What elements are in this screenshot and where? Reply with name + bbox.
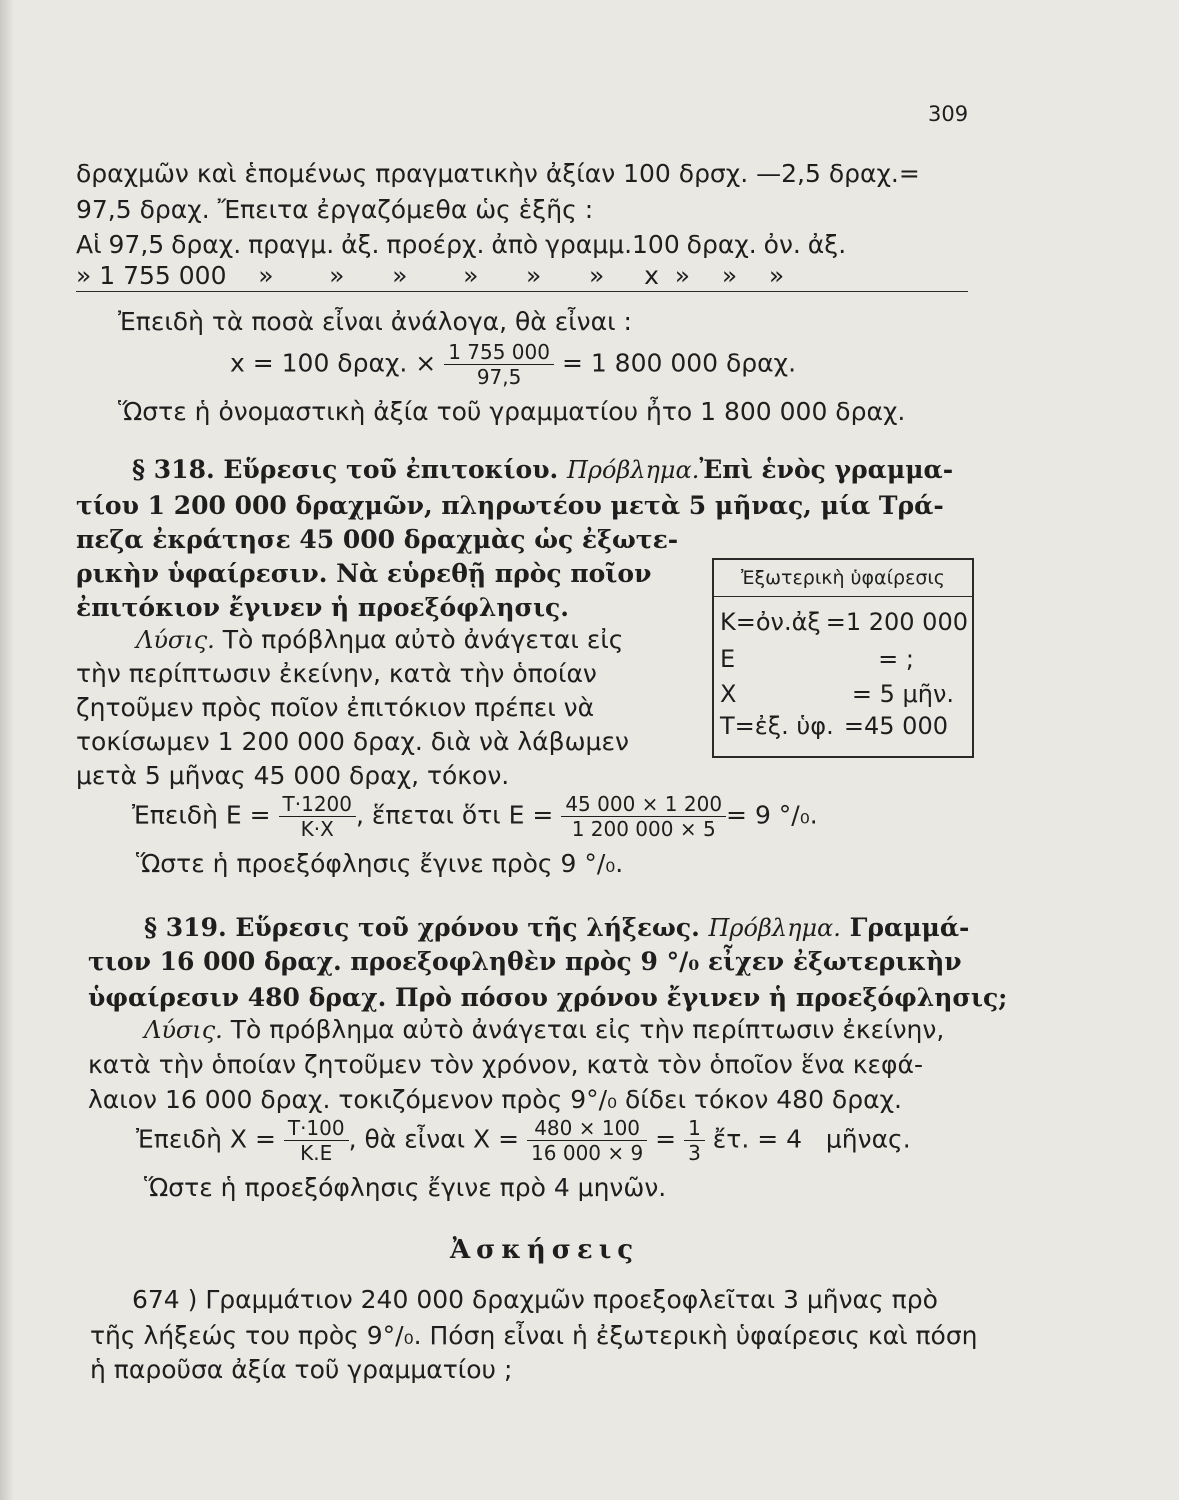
s318-eq-rhs: = 9 °/₀. <box>726 800 818 830</box>
s318-sol-line-3: ζητοῦμεν πρὸς ποῖον ἐπιτόκιον πρέπει νὰ <box>76 693 595 722</box>
box-row-label-x: X <box>720 680 737 708</box>
s319-line-1 <box>144 910 969 946</box>
s318-sol-line-4: τοκίσωμεν 1 200 000 δραχ. διὰ νὰ λάβωμεν <box>76 727 629 756</box>
exercise-674-line-3: ἡ παροῦσα ἀξία τοῦ γραμματίου ; <box>90 1355 513 1384</box>
intro-equation <box>230 340 796 389</box>
proportion-rule <box>76 291 968 292</box>
s319-line-2: τιον 16 000 δραχ. προεξοφληθὲν πρὸς 9 °/₀ εἶχεν ἐξωτερικὴν <box>88 947 962 976</box>
s318-eq-fraction-2 <box>561 792 726 841</box>
s318-sol-line-5: μετὰ 5 μῆνας 45 000 δραχ, τόκον. <box>76 761 510 790</box>
s319-line1-tail: Γραμμά- <box>849 913 970 942</box>
s318-sol1-tail: Τὸ πρόβλημα αὐτὸ ἀνάγεται εἰς <box>222 625 624 654</box>
box-row-label-k: K=ὀν.ἀξ <box>720 608 821 636</box>
s318-eq-lhs: Ἐπειδὴ E = <box>132 800 271 830</box>
s319-eq-fraction-1 <box>284 1116 349 1165</box>
s318-sol-line-2: τὴν περίπτωσιν ἐκείνην, κατὰ τὴν ὁποίαν <box>76 659 597 688</box>
s318-solution-word: Λύσις. <box>136 626 215 654</box>
s319-eq-equals: = <box>655 1124 677 1154</box>
box-row-value-k: =1 200 000 <box>825 608 968 636</box>
s319-eq-mid: , θὰ εἶναι X = <box>348 1124 520 1154</box>
exercise-674-line-1: 674 ) Γραμμάτιον 240 000 δραχμῶν προεξοφλεῖται 3 μῆνας πρὸ <box>132 1285 938 1314</box>
box-row-label-e: E <box>720 645 736 673</box>
page-edge-shadow <box>0 0 14 1500</box>
s318-eq-num-1: T·1200 <box>279 792 356 817</box>
s318-line-2: τίου 1 200 000 δραχμῶν, πληρωτέου μετὰ 5 μῆνας, μία Τρά- <box>76 491 944 520</box>
intro-line-5: Ἐπειδὴ τὰ ποσὰ εἶναι ἀνάλογα, θὰ εἶναι : <box>118 307 632 336</box>
external-discount-box <box>712 558 974 758</box>
exercises-heading: Ἀσκήσεις <box>450 1235 640 1265</box>
s318-eq-den-1: K·X <box>300 817 334 841</box>
intro-line-2: 97,5 δραχ. Ἔπειτα ἐργαζόμεθα ὡς ἑξῆς : <box>76 195 594 224</box>
eq-fraction <box>444 340 554 389</box>
s319-heading: § 319. Εὕρεσις τοῦ χρόνου τῆς λήξεως. <box>144 913 700 942</box>
s319-equation <box>136 1116 911 1165</box>
intro-line-6: Ὥστε ἡ ὀνομαστικὴ ἀξία τοῦ γραμματίου ἦτο 1 800 000 δραχ. <box>118 397 906 426</box>
box-title: Ἐξωτερικὴ ὑφαίρεσις <box>714 560 972 597</box>
box-row-value-t: =45 000 <box>843 712 948 740</box>
s318-line1-tail: Ἐπὶ ἑνὸς γραμμα- <box>699 455 954 484</box>
s318-equation <box>132 792 818 841</box>
box-row-value-x: = 5 μῆν. <box>851 680 954 708</box>
s319-sol-line-3: λαιον 16 000 δραχ. τοκιζόμενον πρὸς 9°/₀ δίδει τόκον 480 δραχ. <box>88 1085 902 1114</box>
exercise-674-line-2: τῆς λήξεώς του πρὸς 9°/₀. Πόση εἶναι ἡ ἐξωτερικὴ ὑφαίρεσις καὶ πόση <box>90 1321 978 1350</box>
eq-numerator: 1 755 000 <box>444 340 554 365</box>
s318-eq-den-2: 1 200 000 × 5 <box>571 817 716 841</box>
s318-line-5: ἐπιτόκιον ἔγινεν ἡ προεξόφλησις. <box>76 593 569 622</box>
s318-eq-mid: , ἕπεται ὅτι E = <box>356 800 554 830</box>
eq-denominator: 97,5 <box>476 365 522 389</box>
page-number: 309 <box>928 102 969 126</box>
s319-sol-line-2: κατὰ τὴν ὁποίαν ζητοῦμεν τὸν χρόνον, κατὰ τὸν ὁποῖον ἕνα κεφά- <box>88 1050 923 1079</box>
s319-eq-fraction-3 <box>684 1116 705 1165</box>
s319-line-3: ὑφαίρεσιν 480 δραχ. Πρὸ πόσου χρόνου ἔγινεν ἡ προεξόφλησις; <box>88 983 1008 1012</box>
s319-problem-word: Πρόβλημα. <box>708 914 841 942</box>
s318-problem-word: Πρόβλημα. <box>566 456 700 484</box>
s319-eq-den-3: 3 <box>688 1141 701 1165</box>
intro-line-4: » 1 755 000 » » » » » » x » » » <box>76 261 785 290</box>
s318-conclusion: Ὥστε ἡ προεξόφλησις ἔγινε πρὸς 9 °/₀. <box>136 849 624 878</box>
s319-eq-fraction-2 <box>527 1116 647 1165</box>
s318-eq-num-2: 45 000 × 1 200 <box>561 792 726 817</box>
s319-sol-line-1 <box>144 1012 944 1048</box>
s318-line-1 <box>132 452 953 488</box>
s319-eq-num-3: 1 <box>684 1116 705 1141</box>
intro-line-3: Αἱ 97,5 δραχ. πραγμ. ἀξ. προέρχ. ἀπὸ γραμμ.100 δραχ. ὀν. ἀξ. <box>76 230 847 259</box>
s319-sol1-tail: Τὸ πρόβλημα αὐτὸ ἀνάγεται εἰς τὴν περίπτωσιν ἐκείνην, <box>230 1015 945 1044</box>
s319-eq-den-2: 16 000 × 9 <box>531 1141 644 1165</box>
s319-solution-word: Λύσις. <box>144 1016 223 1044</box>
s318-heading: § 318. Εὕρεσις τοῦ ἐπιτοκίου. <box>132 455 559 484</box>
s319-eq-lhs: Ἐπειδὴ X = <box>136 1124 276 1154</box>
s319-eq-den-1: K.E <box>300 1141 333 1165</box>
s319-eq-rhs: ἔτ. = 4 μῆνας. <box>712 1124 911 1154</box>
s319-eq-num-2: 480 × 100 <box>527 1116 647 1141</box>
eq-rhs: = 1 800 000 δραχ. <box>561 348 797 378</box>
s318-line-3: πεζα ἐκράτησε 45 000 δραχμὰς ὡς ἐξωτε- <box>76 525 679 554</box>
box-row-label-t: T=ἐξ. ὑφ. <box>720 712 834 740</box>
s318-eq-fraction-1 <box>279 792 356 841</box>
intro-line-1: δραχμῶν καὶ ἑπομένως πραγματικὴν ἀξίαν 100 δρσχ. —2,5 δραχ.= <box>76 159 920 188</box>
eq-lhs: x = 100 δραχ. × <box>230 348 437 378</box>
s318-line-4: ρικὴν ὑφαίρεσιν. Νὰ εὑρεθῇ πρὸς ποῖον <box>76 559 652 588</box>
box-row-value-e: = ; <box>878 645 914 673</box>
s318-sol-line-1 <box>136 622 623 658</box>
s319-eq-num-1: T·100 <box>284 1116 349 1141</box>
s319-conclusion: Ὥστε ἡ προεξόφλησις ἔγινε πρὸ 4 μηνῶν. <box>144 1173 667 1202</box>
